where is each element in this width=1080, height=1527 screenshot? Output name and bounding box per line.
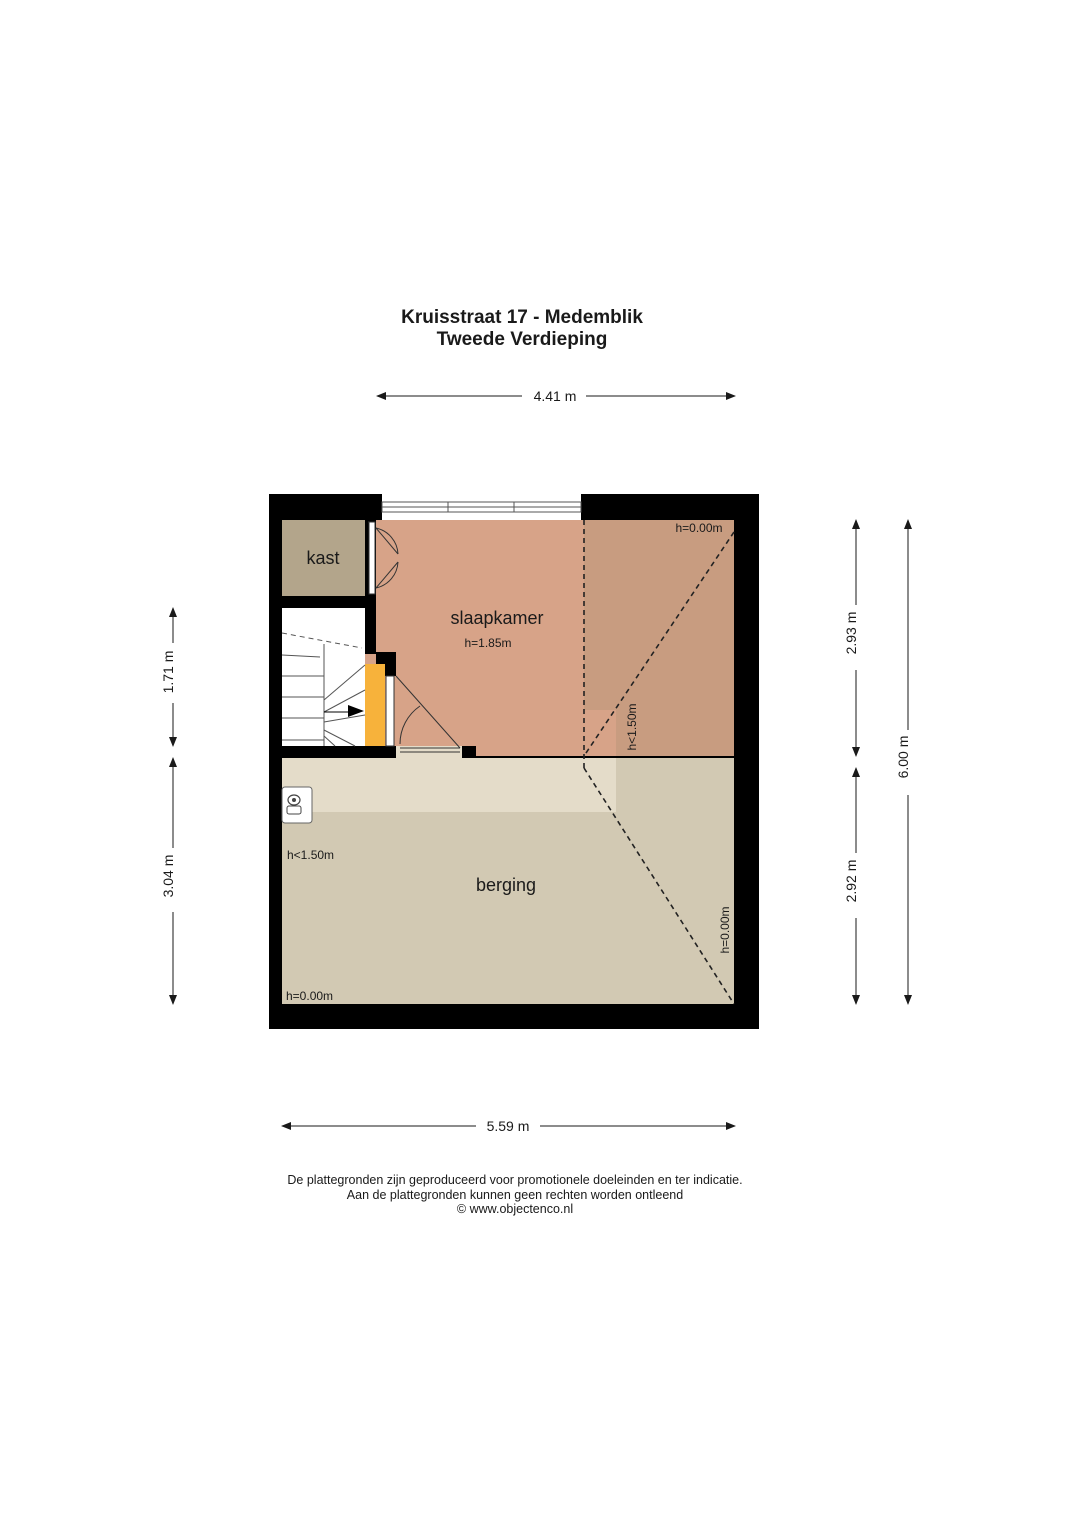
disclaimer-line-2: Aan de plattegronden kunnen geen rechten worden ontleend bbox=[346, 1187, 684, 1202]
label-kast: kast bbox=[306, 548, 340, 568]
disclaimer bbox=[215, 1173, 815, 1217]
label-slaapkamer: slaapkamer bbox=[450, 608, 544, 628]
label-berging: berging bbox=[475, 875, 537, 895]
wall-kast-bottom bbox=[276, 596, 376, 608]
dimension-right-lower-label: 2.92 m bbox=[843, 859, 859, 903]
wall-stair-right bbox=[365, 596, 376, 654]
dimension-right-upper-label: 2.93 m bbox=[843, 611, 859, 655]
height-slaapkamer: h=1.85m bbox=[464, 636, 512, 650]
dimension-left-upper-label: 1.71 m bbox=[160, 650, 176, 694]
window bbox=[382, 502, 581, 512]
plan-title: Kruisstraat 17 - Medemblik bbox=[401, 307, 643, 328]
berging-light-zone bbox=[282, 758, 616, 812]
disclaimer-line-3: © www.objectenco.nl bbox=[456, 1202, 574, 1216]
toilet-icon bbox=[282, 787, 312, 823]
height-berging-low: h<1.50m bbox=[287, 848, 335, 862]
wall-stair-bottom bbox=[276, 746, 396, 758]
height-berging-side: h=0.00m bbox=[718, 906, 732, 954]
stair-landing bbox=[365, 664, 385, 746]
dimension-left-lower-label: 3.04 m bbox=[160, 854, 176, 898]
height-slope-low: h<1.50m bbox=[625, 703, 639, 751]
plan-subtitle: Tweede Verdieping bbox=[436, 329, 608, 350]
dimension-bottom-label: 5.59 m bbox=[486, 1118, 530, 1134]
dimension-top-label: 4.41 m bbox=[533, 388, 577, 404]
height-berging-floor: h=0.00m bbox=[286, 989, 334, 1003]
disclaimer-line-1: De plattegronden zijn geproduceerd voor promotionele doeleinden en ter indicatie. bbox=[287, 1173, 743, 1187]
dimension-right-total-label: 6.00 m bbox=[895, 735, 911, 779]
height-slope-top: h=0.00m bbox=[675, 521, 723, 535]
